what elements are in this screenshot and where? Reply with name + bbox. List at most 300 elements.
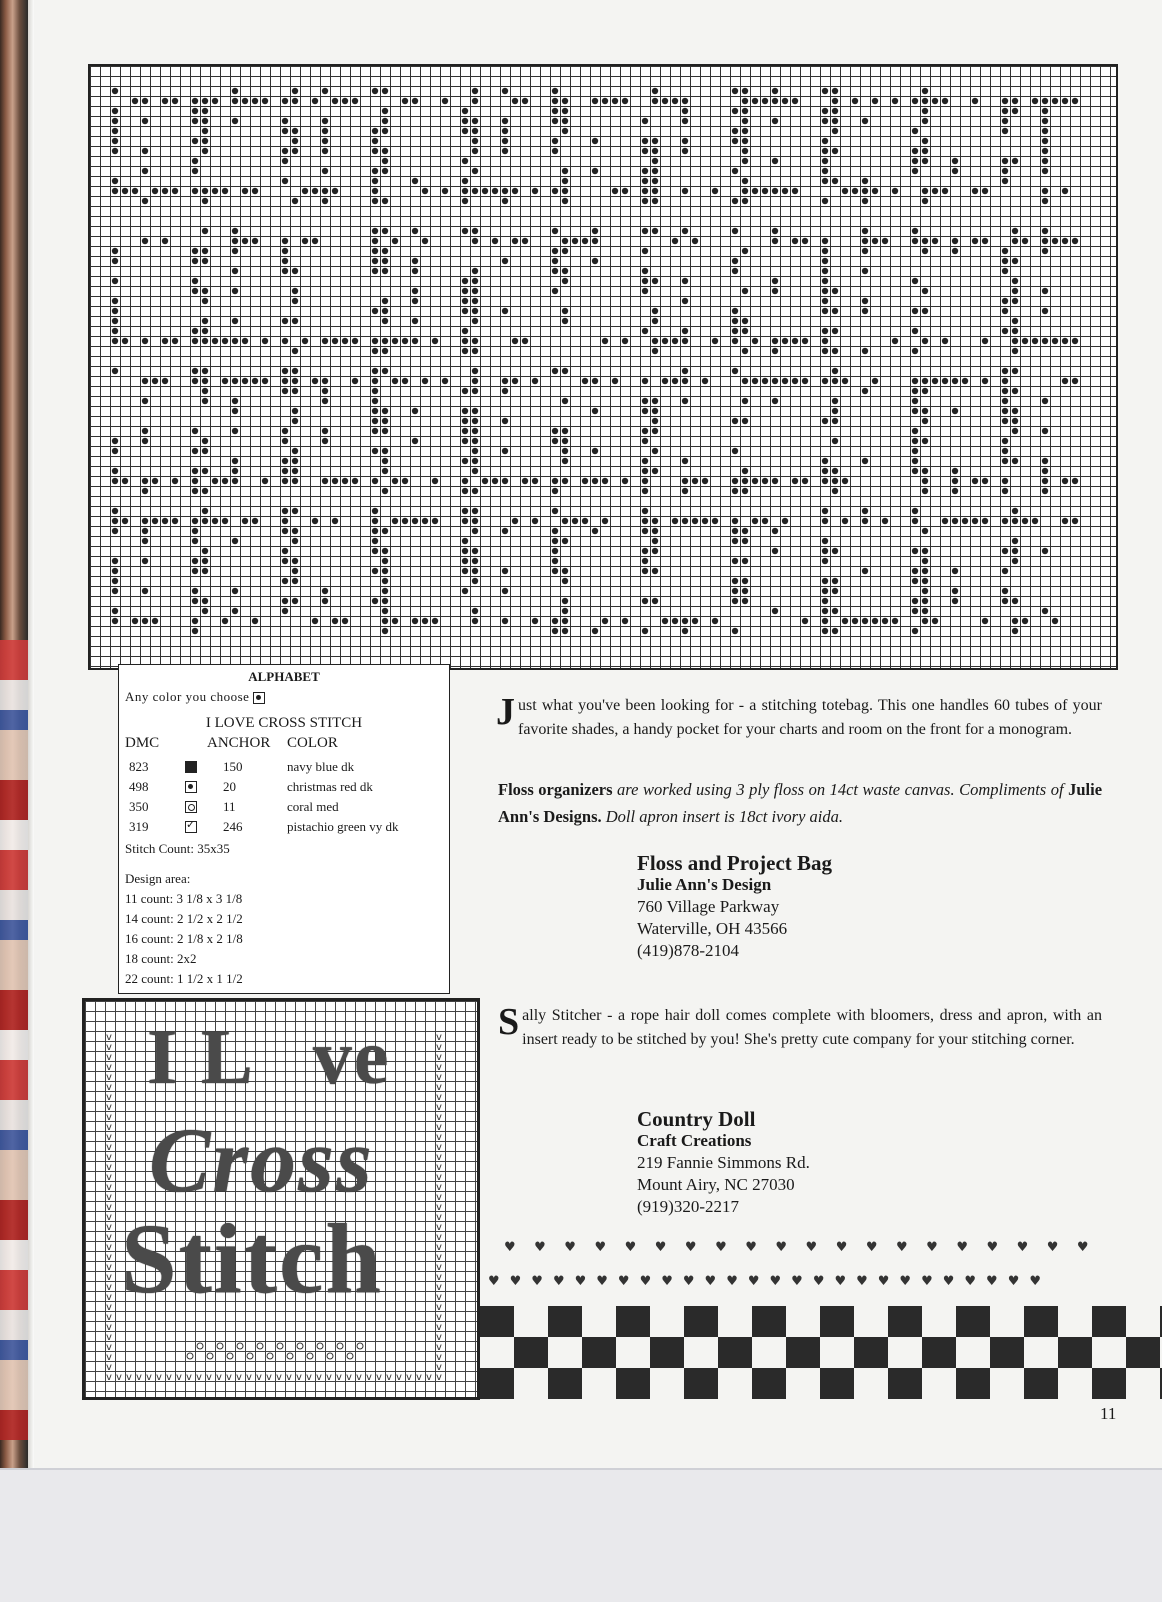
stitch-dot [652,88,658,94]
stitch-dot [862,228,868,234]
stitch-dot [192,258,198,264]
stitch-dot [202,198,208,204]
stitch-dot [802,338,808,344]
stitch-dot [1012,628,1018,634]
stitch-dot [862,298,868,304]
stitch-dot [642,468,648,474]
stitch-dot [262,98,268,104]
checkerboard-border [480,1306,1162,1400]
stitch-dot [322,338,328,344]
stitch-dot [642,428,648,434]
stitch-dot [552,508,558,514]
stitch-dot [712,338,718,344]
stitch-dot [682,328,688,334]
check-symbol: v [206,1372,212,1383]
stitch-dot [312,98,318,104]
stitch-dot [372,528,378,534]
stitch-dot [412,268,418,274]
stitch-dot [1002,298,1008,304]
stitch-dot [472,188,478,194]
stitch-dot [802,378,808,384]
key-header-color: COLOR [287,735,338,751]
stitch-dot [732,108,738,114]
stitch-dot [1012,348,1018,354]
stitch-dot [912,328,918,334]
stitch-dot [142,538,148,544]
stitch-dot [472,368,478,374]
check-symbol: v [396,1372,402,1383]
stitch-dot [562,308,568,314]
stitch-dot [822,618,828,624]
stitch-dot [1052,338,1058,344]
ring-symbol [287,1353,293,1359]
stitch-dot [1002,448,1008,454]
stitch-dot [572,518,578,524]
address2-street: 219 Fannie Simmons Rd. [637,1153,810,1172]
stitch-dot [232,118,238,124]
stitch-dot [472,298,478,304]
stitch-dot [212,98,218,104]
check-symbol: v [106,1122,112,1133]
stitch-dot [552,488,558,494]
stitch-dot [602,338,608,344]
stitch-dot [1042,468,1048,474]
stitch-dot [282,558,288,564]
stitch-dot [642,598,648,604]
stitch-dot [192,98,198,104]
stitch-dot [972,238,978,244]
floss-paragraph: Floss organizers are worked using 3 ply floss on 14ct waste canvas. Compliments of Julie Ann's Designs. Doll apron insert is 18ct ivory aida. [498,780,1103,826]
stitch-dot [822,298,828,304]
stitch-dot [522,98,528,104]
stitch-dot [222,478,228,484]
stitch-dot [372,598,378,604]
stitch-dot [552,138,558,144]
stitch-dot [242,238,248,244]
stitch-dot [382,248,388,254]
stitch-dot [432,518,438,524]
check-symbol: v [356,1372,362,1383]
stitch-dot [1012,418,1018,424]
stitch-dot [292,98,298,104]
stitch-dot [382,348,388,354]
stitch-dot [692,518,698,524]
stitch-dot [742,108,748,114]
stitch-dot [1012,108,1018,114]
stitch-dot [472,428,478,434]
stitch-dot [822,608,828,614]
stitch-dot [982,618,988,624]
stitch-dot [752,478,758,484]
stitch-dot [1072,378,1078,384]
stitch-dot [682,278,688,284]
stitch-dot [1042,228,1048,234]
stitch-dot [112,448,118,454]
stitch-dot [792,378,798,384]
stitch-dot [872,238,878,244]
stitch-dot [282,388,288,394]
stitch-dot [252,188,258,194]
stitch-dot [502,88,508,94]
stitch-dot [922,478,928,484]
stitch-dot [322,168,328,174]
checker-square [718,1337,752,1368]
stitch-dot [642,438,648,444]
stitch-dot [282,98,288,104]
check-symbol: v [376,1372,382,1383]
stitch-dot [292,418,298,424]
stitch-dot [402,98,408,104]
stitch-dot [562,188,568,194]
stitch-dot [1042,188,1048,194]
stitch-dot [502,258,508,264]
stitch-dot [952,158,958,164]
stitch-dot [1072,338,1078,344]
stitch-dot [732,368,738,374]
stitch-dot [212,478,218,484]
stitch-dot [832,178,838,184]
scanner-background [0,1468,1162,1602]
ring-symbol [317,1343,323,1349]
stitch-dot [122,478,128,484]
stitch-dot [112,438,118,444]
stitch-dot [1012,238,1018,244]
stitch-dot [822,158,828,164]
stitch-dot [562,278,568,284]
stitch-dot [772,278,778,284]
stitch-dot [322,398,328,404]
stitch-dot [912,468,918,474]
stitch-dot [472,508,478,514]
checker-square [1092,1306,1126,1337]
stitch-dot [192,168,198,174]
stitch-dot [292,288,298,294]
stitch-dot [622,98,628,104]
check-symbol: v [106,1192,112,1203]
check-symbol: v [226,1372,232,1383]
stitch-dot [932,378,938,384]
stitch-dot [1062,98,1068,104]
stitch-dot [392,238,398,244]
ring-symbol [207,1353,213,1359]
stitch-dot [662,618,668,624]
stitch-dot [132,188,138,194]
stitch-dot [282,378,288,384]
stitch-dot [822,458,828,464]
stitch-dot [382,548,388,554]
stitch-dot [562,198,568,204]
stitch-dot [922,598,928,604]
stitch-dot [322,128,328,134]
stitch-dot [372,178,378,184]
stitch-dot [382,148,388,154]
stitch-dot [1042,458,1048,464]
stitch-dot [242,98,248,104]
ring-symbol [197,1343,203,1349]
stitch-dot [642,488,648,494]
stitch-dot [112,188,118,194]
check-symbol: v [276,1372,282,1383]
stitch-dot [202,448,208,454]
stitch-dot [372,148,378,154]
stitch-dot [282,338,288,344]
stitch-dot [562,178,568,184]
stitch-dot [292,458,298,464]
stitch-dot [202,568,208,574]
key-anchor-150: 150 [223,759,243,774]
stitch-dot [822,378,828,384]
stitch-dot [742,118,748,124]
check-symbol: v [286,1372,292,1383]
ring-symbol [337,1343,343,1349]
stitch-dot [412,288,418,294]
stitch-dot [232,318,238,324]
stitch-dot [472,268,478,274]
stitch-dot [462,118,468,124]
stitch-dot [832,98,838,104]
check-symbol: v [106,1072,112,1083]
check-symbol: v [436,1332,442,1343]
stitch-dot [142,438,148,444]
stitch-dot [922,378,928,384]
stitch-dot [222,618,228,624]
stitch-dot [462,178,468,184]
design-area-14: 14 count: 2 1/2 x 2 1/2 [125,911,243,926]
check-symbol: v [106,1042,112,1053]
stitch-dot [822,578,828,584]
check-symbol: v [346,1372,352,1383]
stitch-dot [872,188,878,194]
stitch-dot [552,108,558,114]
checker-square [684,1306,718,1337]
checker-square [480,1306,514,1337]
stitch-dot [462,198,468,204]
stitch-dot [652,538,658,544]
stitch-dot [832,468,838,474]
stitch-dot [382,268,388,274]
stitch-dot [232,228,238,234]
stitch-dot [282,458,288,464]
stitch-dot [642,268,648,274]
stitch-dot [742,158,748,164]
stitch-dot [292,88,298,94]
stitch-dot [732,528,738,534]
stitch-dot [282,548,288,554]
stitch-dot [422,618,428,624]
stitch-dot [202,378,208,384]
checker-square [548,1368,582,1399]
stitch-dot [592,228,598,234]
stitch-dot [472,618,478,624]
stitch-dot [482,188,488,194]
stitch-dot [792,238,798,244]
stitch-dot [732,318,738,324]
stitch-dot [472,128,478,134]
stitch-dot [672,618,678,624]
stitch-dot [522,338,528,344]
stitch-dot [522,238,528,244]
stitch-dot [282,148,288,154]
checker-square [582,1337,616,1368]
stitch-dot [282,428,288,434]
stitch-dot [682,98,688,104]
stitch-dot [952,598,958,604]
check-symbol: v [436,1202,442,1213]
check-symbol: v [106,1372,112,1383]
stitch-dot [202,338,208,344]
stitch-dot [462,408,468,414]
stitch-dot [1032,518,1038,524]
stitch-dot [282,478,288,484]
stitch-dot [652,518,658,524]
stitch-dot [562,168,568,174]
stitch-dot [202,398,208,404]
stitch-dot [1042,548,1048,554]
stitch-dot [642,478,648,484]
check-symbol: v [436,1262,442,1273]
stitch-dot [192,158,198,164]
stitch-dot [372,408,378,414]
stitch-dot [112,308,118,314]
stitch-dot [822,278,828,284]
stitch-dot [292,448,298,454]
stitch-dot [742,578,748,584]
stitch-dot [112,608,118,614]
check-symbol: v [106,1032,112,1043]
stitch-dot [922,158,928,164]
stitch-dot [292,128,298,134]
stitch-dot [492,478,498,484]
stitch-dot [372,88,378,94]
stitch-dot [642,558,648,564]
stitch-dot [502,418,508,424]
address1-title: Floss and Project Bag [637,851,833,875]
check-symbol: v [436,1192,442,1203]
stitch-dot [202,138,208,144]
stitch-dot [192,558,198,564]
stitch-dot [562,98,568,104]
stitch-dot [382,528,388,534]
stitch-dot [1012,368,1018,374]
stitch-dot [592,408,598,414]
stitch-dot [292,298,298,304]
stitch-dot [922,288,928,294]
stitch-dot [372,378,378,384]
stitch-dot [942,188,948,194]
stitch-dot [792,98,798,104]
stitch-dot [512,238,518,244]
stitch-dot [1042,308,1048,314]
check-symbol: v [106,1362,112,1373]
stitch-dot [382,558,388,564]
stitch-dot [142,118,148,124]
stitch-dot [742,138,748,144]
stitch-dot [432,618,438,624]
stitch-dot [862,508,868,514]
stitch-dot [952,408,958,414]
stitch-dot [732,168,738,174]
stitch-dot [962,378,968,384]
stitch-dot [1042,248,1048,254]
stitch-dot [772,528,778,534]
stitch-dot [202,488,208,494]
stitch-dot [1022,618,1028,624]
stitch-dot [472,238,478,244]
stitch-dot [622,478,628,484]
stitch-dot [592,378,598,384]
chart-word-i-love: I L ve [147,1013,391,1100]
stitch-dot [952,518,958,524]
stitch-dot [412,258,418,264]
stitch-dot [142,198,148,204]
filled-square-icon [185,761,197,773]
stitch-dot [622,618,628,624]
stitch-dot [192,248,198,254]
stitch-dot [602,518,608,524]
stitch-dot [382,568,388,574]
stitch-dot [282,508,288,514]
stitch-dot [292,268,298,274]
check-symbol: v [256,1372,262,1383]
stitch-dot [492,238,498,244]
stitch-dot [652,408,658,414]
stitch-dot [1002,378,1008,384]
stitch-dot [822,88,828,94]
stitch-dot [442,98,448,104]
stitch-dot [662,378,668,384]
stitch-dot [332,98,338,104]
stitch-dot [372,128,378,134]
check-symbol: v [436,1242,442,1253]
ring-symbol [237,1343,243,1349]
stitch-dot [1002,118,1008,124]
stitch-dot [642,568,648,574]
stitch-dot [912,518,918,524]
stitch-dot [1072,518,1078,524]
stitch-dot [922,338,928,344]
stitch-dot [202,258,208,264]
stitch-dot [302,338,308,344]
stitch-dot [772,378,778,384]
stitch-dot [822,418,828,424]
stitch-dot [732,198,738,204]
stitch-dot [282,268,288,274]
checker-square [922,1337,956,1368]
stitch-dot [562,248,568,254]
stitch-dot [1022,518,1028,524]
stitch-dot [912,128,918,134]
check-symbol: v [176,1372,182,1383]
stitch-dot [472,408,478,414]
drop-cap-j: J [496,691,515,733]
stitch-dot [1002,248,1008,254]
stitch-dot [552,228,558,234]
stitch-dot [382,258,388,264]
stitch-dot [552,148,558,154]
stitch-dot [892,188,898,194]
stitch-dot [642,628,648,634]
ring-symbol [217,1343,223,1349]
stitch-dot [982,478,988,484]
stitch-dot [172,98,178,104]
stitch-dot [202,558,208,564]
stitch-dot [552,478,558,484]
stitch-dot [232,478,238,484]
stitch-dot [162,518,168,524]
stitch-dot [282,238,288,244]
stitch-dot [372,168,378,174]
stitch-dot [562,108,568,114]
